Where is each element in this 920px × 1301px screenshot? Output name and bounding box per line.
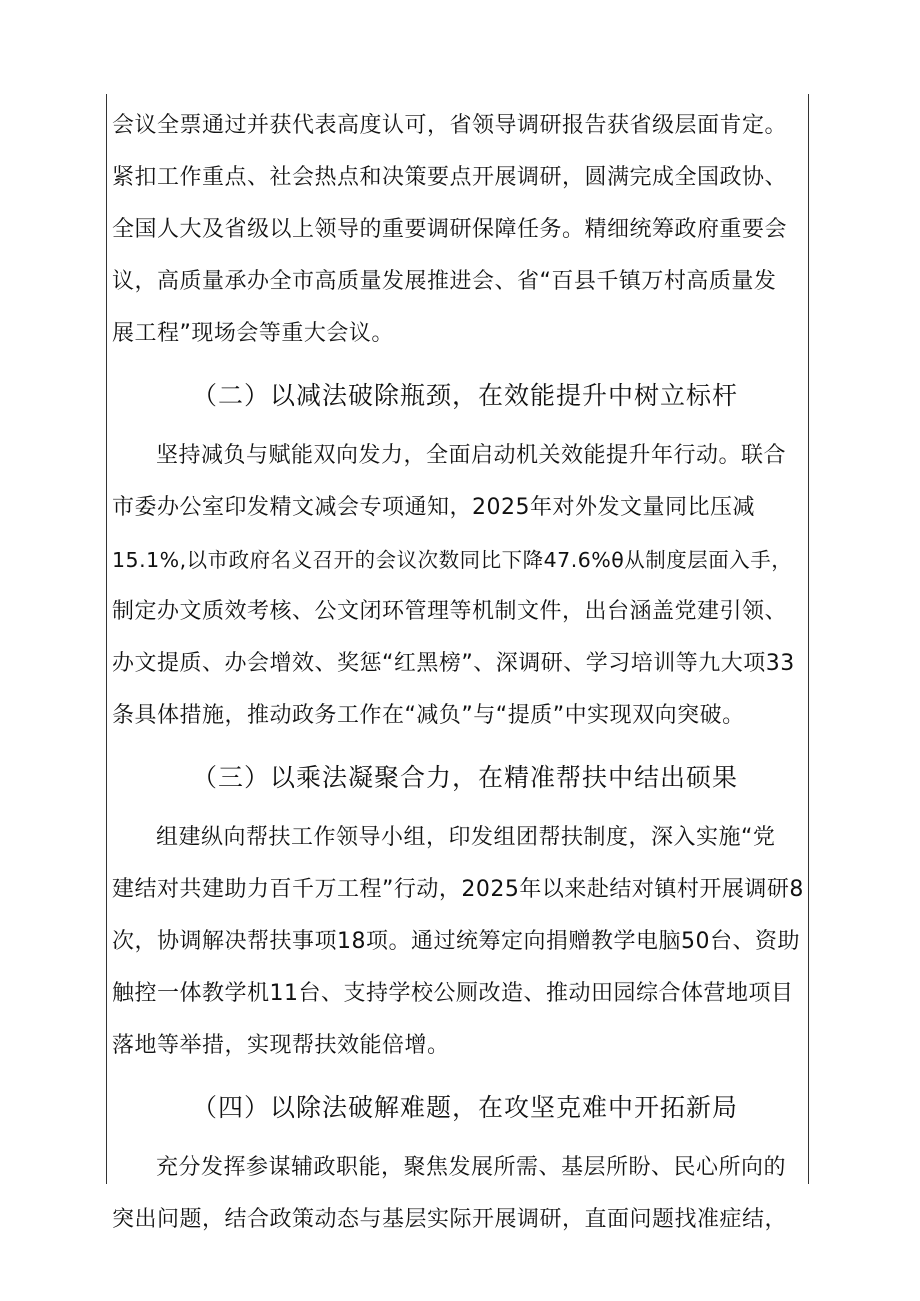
text-line: 落地等举措，实现帮扶效能倍增。 xyxy=(112,1033,450,1058)
text-line: 组建纵向帮扶工作领导小组，印发组团帮扶制度，深入实施“党 xyxy=(156,825,776,850)
text-line: 次，协调解决帮扶事项18项。通过统筹定向捐赠教学电脑50台、资助 xyxy=(112,929,800,954)
text-line: 会议全票通过并获代表高度认可，省领导调研报告获省级层面肯定。 xyxy=(112,113,788,138)
text-line: 制定办文质效考核、公文闭环管理等机制文件，出台涵盖党建引领、 xyxy=(112,599,788,624)
document-body xyxy=(112,100,806,1246)
right-border-rule xyxy=(808,94,809,1184)
text-line: 充分发挥参谋辅政职能，聚焦发展所需、基层所盼、民心所向的 xyxy=(156,1155,787,1180)
section-heading-2: （二）以减法破除瓶颈，在效能提升中树立标杆 xyxy=(191,381,738,410)
text-line: 全国人大及省级以上领导的重要调研保障任务。精细统筹政府重要会 xyxy=(112,217,788,242)
section-4-paragraph xyxy=(112,1142,806,1246)
text-line: 市委办公室印发精文减会专项通知，2025年对外发文量同比压减 xyxy=(112,495,755,520)
text-line: 条具体措施，推动政务工作在“减负”与“提质”中实现双向突破。 xyxy=(112,703,745,728)
paragraph-continued xyxy=(112,100,806,360)
text-line: 触控一体教学机11台、支持学校公厕改造、推动田园综合体营地项目 xyxy=(112,981,794,1006)
section-2-paragraph xyxy=(112,430,806,742)
text-line: 15.1%,以市政府名义召开的会议次数同比下降47.6%θ从制度层面入手， xyxy=(112,548,793,572)
text-line: 坚持减负与赋能双向发力，全面启动机关效能提升年行动。联合 xyxy=(156,443,787,468)
text-line: 紧扣工作重点、社会热点和决策要点开展调研，圆满完成全国政协、 xyxy=(112,165,788,190)
section-heading-4: （四）以除法破解难题，在攻坚克难中开拓新局 xyxy=(191,1093,738,1122)
text-line: 展工程”现场会等重大会议。 xyxy=(112,321,394,346)
text-line: 议，高质量承办全市高质量发展推进会、省“百县千镇万村高质量发 xyxy=(112,269,777,294)
text-line: 建结对共建助力百千万工程”行动，2025年以来赴结对镇村开展调研8 xyxy=(112,877,804,902)
section-3-paragraph xyxy=(112,812,806,1072)
text-line: 突出问题，结合政策动态与基层实际开展调研，直面问题找准症结， xyxy=(112,1207,788,1232)
text-line: 办文提质、办会增效、奖惩“红黑榜”、深调研、学习培训等九大项33 xyxy=(112,651,795,676)
left-border-rule xyxy=(106,94,107,1184)
section-heading-3: （三）以乘法凝聚合力，在精准帮扶中结出硕果 xyxy=(191,763,738,792)
